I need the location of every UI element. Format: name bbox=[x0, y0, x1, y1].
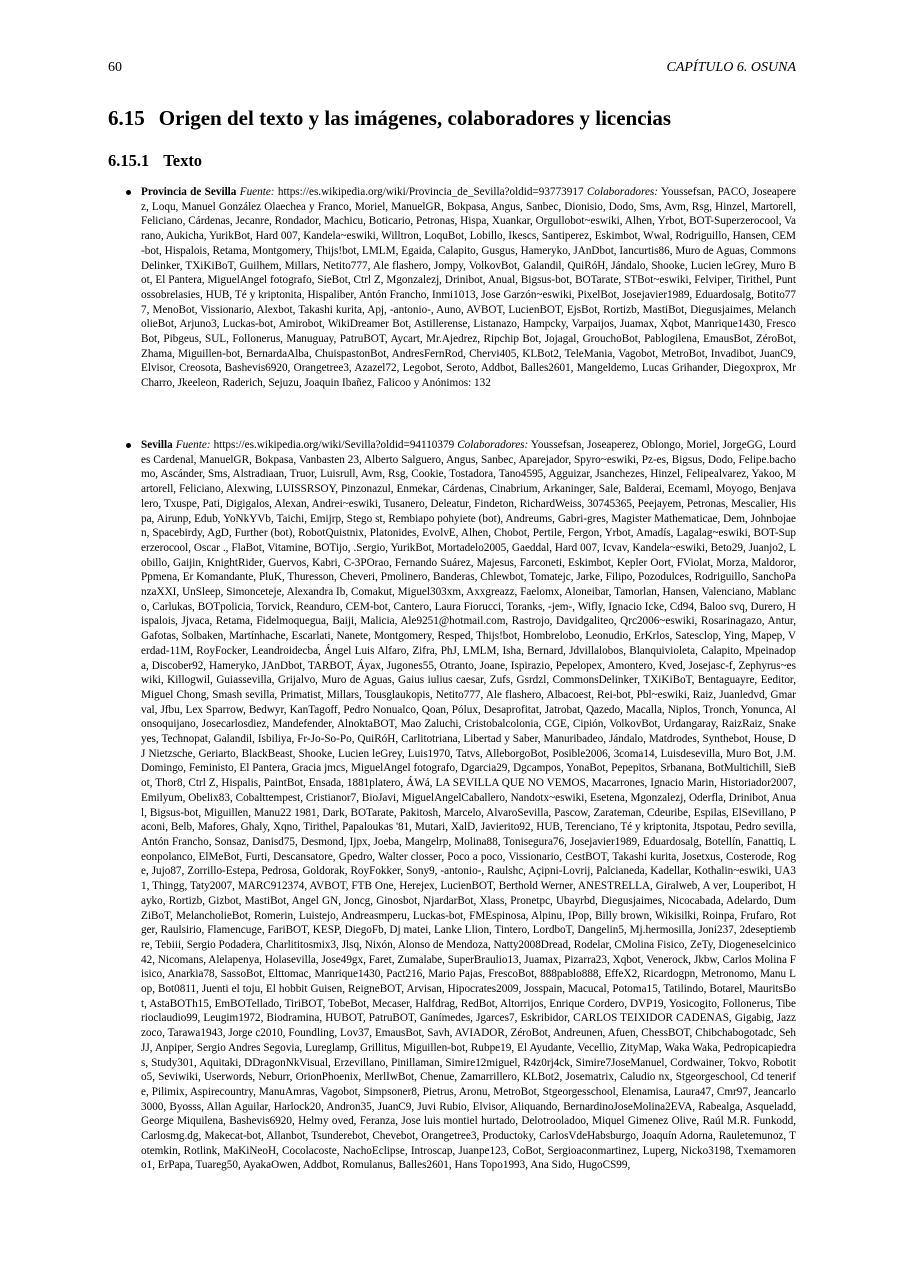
list-item bbox=[126, 438, 796, 1173]
source-label: Fuente: bbox=[175, 439, 211, 451]
page-number: 60 bbox=[108, 60, 122, 75]
chapter-heading: CAPÍTULO 6. OSUNA bbox=[666, 60, 796, 75]
contributors-label: Colaboradores: bbox=[586, 186, 658, 198]
source-label: Fuente: bbox=[239, 186, 275, 198]
entry-title: Provincia de Sevilla bbox=[141, 186, 237, 198]
source-link[interactable]: https://es.wikipedia.org/wiki/Provincia_de_Sevilla?oldid=93773917 bbox=[277, 186, 584, 198]
entry-title: Sevilla bbox=[141, 439, 173, 451]
subsection-number: 6.15.1 bbox=[108, 151, 150, 170]
running-header bbox=[108, 58, 796, 78]
section-number: 6.15 bbox=[108, 106, 145, 130]
contributors-label: Colaboradores: bbox=[457, 439, 529, 451]
section-heading bbox=[108, 104, 808, 132]
source-link[interactable]: https://es.wikipedia.org/wiki/Sevilla?oldid=94110379 bbox=[213, 439, 455, 451]
contributors-list: Youssefsan, PACO, Joseaperez, Loqu, Manuel González Olaechea y Franco, Moriel, ManuelGR, Bokpasa, Angus, Sanbec, Dionisio, Dodo, Sms, Avm, Rsg, Hinzel, Martorell, Feliciano, Cárdenas, Jecanre, Rondador, Machicu, Boticario, Petronas, Hispa, Xuankar, Orgullobot~eswiki, Alhen, Yrbot, BOT-Superzerocool, Varano, Aukicha, YurikBot, Hard 007, Kandela~eswiki, Willtron, LoquBot, Lobillo, Ikescs, Santiperez, Eskimbot, Wwal, Rodriguillo, Hansen, CEM-bot, Hispalois, Retama, Montgomery, Thijs!bot, LMLM, Egaida, Calapito, Gusgus, Hameryko, JAnDbot, Iancurtis86, Muro de Aguas, CommonsDelinker, TXiKiBoT, Guilhem, Millars, Netito777, Ale flashero, Jompy, VolkovBot, Galandil, QuiRóH, Jándalo, Shooke, Lucien leGrey, Muro Bot, El Pantera, MiguelAngel fotografo, SieBot, Ctrl Z, Mgonzalezj, Drinibot, Anual, Bigsus-bot, BOTarate, STBot~eswiki, Felviper, Tirithel, Puntossobrelasies, HUB, Té y kriptonita, Hispaliber, Antón Francho, Inmi1013, Jose Garzón~eswiki, PixelBot, Josejavier1989, Eduardosalg, Botito777, MenoBot, Vissionario, Alexbot, Takashi kurita, Apj, -antonio-, Auno, AVBOT, LucienBOT, EjsBot, Rortizb, MastiBot, Diegusjaimes, MelancholieBot, Arjuno3, Luckas-bot, Amirobot, WikiDreamer Bot, Astillerense, Listanazo, Hampcky, Varpaijos, Juamax, Xqbot, Manrique1430, FrescoBot, Pibgeus, SUL, Follonerus, Manuguay, PatruBOT, Aycart, Mr.Ajedrez, Ripchip Bot, Jojagal, GrouchoBot, Pablogilena, EmausBot, ZéroBot, Zhama, Miguillen-bot, BernardaAlba, ChuispastonBot, AndresFernRod, Chervi405, KLBot2, TeleMania, Vagobot, MetroBot, Invadibot, JuanC9, Elvisor, Creosota, Bashevis6920, Orangetree3, Azazel72, Legobot, Seroto, Addbot, Balles2601, Mangeldemo, Lucas Grihander, Diegoxprox, MrCharro, Jkeeleon, Raderich, Sejuzu, Joaquin Ibañez, Falicoo y Anónimos: 132 bbox=[141, 186, 797, 390]
entry-text bbox=[141, 438, 796, 1173]
section-title: Origen del texto y las imágenes, colaboradores y licencias bbox=[158, 106, 672, 130]
subsection-heading bbox=[108, 150, 608, 172]
bullet-icon bbox=[126, 190, 131, 195]
subsection-title: Texto bbox=[163, 151, 203, 170]
bullet-icon bbox=[126, 443, 131, 448]
contributors-list: Youssefsan, Joseaperez, Oblongo, Moriel, JorgeGG, Lourdes Cardenal, ManuelGR, Bokpasa, Vanbasten 23, Alberto Salguero, Angus, Sanbec, Aparejador, Spyro~eswiki, Pz-es, Bigsus, Dodo, Felipe.bachomo, Ascánder, Sms, Alstradiaan, Truor, Luisrull, Avm, Rsg, Cookie, Tostadora, Tano4595, Agguizar, Jsanchezes, Hinzel, Felipealvarez, Yakoo, Martorell, Feliciano, Alexwing, LUISSRSOY, Pinzonazul, Enmekar, Cárdenas, Cinabrium, Arkaninger, Sale, Balderai, Ecemaml, Moyogo, Benjavalero, Txuspe, Pati, Digigalos, Alexan, Andrei~eswiki, Tusanero, Deleatur, Findeton, RichardWeiss, 30745365, Peejayem, Petronas, Mescalier, Hispa, Airunp, Edub, YoNkYVb, Taichi, Emijrp, Stego st, Rembiapo pohyiete (bot), Andreums, Gabri-gres, Magister Mathematicae, Dem, Johnbojaen, Spacebirdy, AgD, Further (bot), RobotQuistnix, Platonides, EvolvE, Alhen, Chobot, Pertile, Fergon, Yrbot, Amadís, Lagalag~eswiki, BOT-Superzerocool, Oscar ., FlaBot, Vitamine, BOTijo, .Sergio, YurikBot, Mortadelo2005, Gaeddal, Hard 007, Icvav, Kandela~eswiki, Beto29, Juanjo2, Lobillo, Gaijin, KnightRider, Guervos, Kabri, C-3POrao, Fernando Suárez, Majesus, Farconeti, Eskimbot, Kepler Oort, FViolat, Morza, Maldoror, Ppmena, Er Komandante, PluK, Thuresson, Cheveri, Pmolinero, Banderas, Chlewbot, Tomatejc, Jarke, Filipo, Pozodulces, Rodriguillo, SanchoPanzaXXI, UnSleep, Simonceteje, Alexandra Ib, Comakut, Miguel303xm, Axxgreazz, Faelomx, Aloneibar, Tamorlan, Hansen, Valenciano, Mablanco, Carlukas, BOTpolicia, Torvick, Reanduro, CEM-bot, Cantero, Laura Fiorucci, Toranks, -jem-, Wifly, Ignacio Icke, Cd94, Baloo svq, Durero, Hispalois, Jjvaca, Retama, Fidelmoquegua, Baiji, Malicia, Ale9251@hotmail.com, Rastrojo, Davidgaliteo, Qrc2006~eswiki, Rosarinagazo, Antur, Gafotas, Solbaken, Martínhache, Escarlati, Nanete, Montgomery, Resped, Thijs!bot, Hombrelobo, Leonudio, ErKrlos, Satesclop, Ying, Mapep, Verdad-11M, RoyFocker, Leandroidecba, Ángel Luis Alfaro, Zifra, PhJ, LMLM, Isha, Bernard, Jdvillalobos, Blanquivioleta, Calapito, Mpeinadopa, Discober92, Hameryko, JAnDbot, TARBOT, Áyax, Jugones55, Otranto, Joane, Ispirazio, Pepelopex, Amontero, Kved, Josejasc-f, Zephyrus~eswiki, Killogwil, Guiassevilla, Grijalvo, Muro de Aguas, Gaius iulius caesar, Zufs, Gsrdzl, CommonsDelinker, TXiKiBoT, Bentaguayre, Eeditor, Miguel Chong, Smash sevilla, Primatist, Millars, Tousglaukopis, Netito777, Ale flashero, Albacoest, Rei-bot, Pbl~eswiki, Raiz, Juanledvd, Gmarval, Jfbu, Lex Sparrow, Bedwyr, KanTagoff, Pedro Nonualco, Qoan, Pólux, Desaprofitat, Jatrobat, Qazedo, Macalla, Niplos, Tronch, Yonunca, Alonsoquijano, Josecarlosdiez, Mandefender, AlnoktaBOT, Mao Zaluchi, Cristobalcolonia, CGE, Cipión, VolkovBot, Urdangaray, RaizRaiz, Snakeyes, Technopat, Galandil, Isbiliya, Fr-Jo-So-Po, QuiRóH, Carlitotriana, Libertad y Saber, Manuribadeo, Jándalo, Matdrodes, Synthebot, House, DJ Nietzsche, Geriarto, BlackBeast, Shooke, Lucien leGrey, Luis1970, Tatvs, AlleborgoBot, Posible2006, 3coma14, Luisdesevilla, Muro Bot, J.M.Domingo, Feministo, El Pantera, Gracia jmcs, MiguelAngel fotografo, Dgarcia29, Dgcampos, YonaBot, Pepepitos, Srbanana, BotMultichill, SieBot, Thor8, Ctrl Z, Hispalis, PaintBot, Ensada, 1881platero, ÁWá, LA SEVILLA QUE NO VEMOS, Macarrones, Ignacio Marin, Historiador2007, Emilyum, Obelix83, Cobalttempest, Cristianor7, BioJavi, MiguelAngelCaballero, Nandotx~eswiki, Esetena, Mgonzalezj, Oderfla, Drinibot, Anual, Bigsus-bot, Miguillen, Manu22 1981, Dark, BOTarate, Pakitosh, Marcelo, AlvaroSevilla, Pascow, Zarateman, Cdeuribe, Espilas, ElSevillano, Paconi, Belb, Mafores, Ghaly, Xqno, Tirithel, Papaloukas '81, Mutari, XalD, Javierito92, HUB, Terenciano, Té y kriptonita, Jtspotau, Pedro sevilla, Antón Francho, Sonsaz, Danisd75, Desmond, Ijpx, Joeba, Mangelrp, Molina88, Tonisegura76, Josejavier1989, Eduardosalg, Botellín, Fanattiq, Leonpolanco, ElMeBot, Furti, Descansatore, Gpedro, Walter closser, Poco a poco, Vissionario, CestBOT, Takashi kurita, Josetxus, Costerode, Roge, Jujo87, Zorrillo-Estepa, Pedrosa, Goldorak, RoyFokker, Sony9, -antonio-, Raulshc, Açipni-Lovrij, Palcianeda, Kadellar, Kothalin~eswiki, UA31, Thingg, Taty2007, MARC912374, AVBOT, FTB One, Herejex, LucienBOT, Berthold Werner, ANESTRELLA, Giralweb, A ver, Louperibot, Hayko, Rortizb, Gizbot, MastiBot, Angel GN, Joncg, Ginosbot, NjardarBot, Xlass, Pronetpc, Ubayrbd, Diegusjaimes, Nicocabada, Adelardo, DumZiBoT, MelancholieBot, Romerin, Luistejo, Andreasmperu, Luckas-bot, FMEspinosa, Alpinu, IPop, Billy brown, Wikisilki, Roinpa, Frufaro, Rotger, Raulsirio, Flamencuge, FariBOT, KESP, DiegoFb, Dj matei, Lanke Llion, Tintero, LordboT, Dangelin5, Mj.hermosilla, Joni237, 2deseptiembre, Tebiii, Sergio Podadera, Charlititosmix3, Jlsq, Nixón, Alonso de Mendoza, Natty2008Dread, Rodelar, CMolina Fisico, ZeTy, Diogeneselcinico42, Nicomans, Alelapenya, Holasevilla, Jose49gx, Faret, Zumalabe, SuperBraulio13, Juamax, Pizarra23, Xqbot, Venerock, Jkbw, Carlos Molina Fisico, Anarkia78, SassoBot, Elttomac, Manrique1430, Pact216, Mario Pajas, FrescoBot, 888pablo888, EffeX2, Ricardogpn, Metronomo, Manu Lop, Bot0811, Juenti el toju, El hobbit Guisen, ReigneBOT, Arvisan, Hipocrates2009, Josspain, Macucal, Potoma15, Tatilindo, Botarel, MauritsBot, AstaBOTh15, EmBOTellado, TiriBOT, TobeBot, Mecaser, Halfdrag, RedBot, Altorrijos, Enrique Cordero, DVP19, Yosicogito, Follonerus, Tiberioclaudio99, Leugim1972, Biodramina, HUBOT, PatruBOT, Ganímedes, Jgarces7, Eskribidor, CARLOS TEIXIDOR CADENAS, Gigabig, Jazz zoco, Tarawa1943, Jorge c2010, Foundling, Lov37, EmausBot, Savh, AVIADOR, ZéroBot, Andreunen, Afuen, ChessBOT, Chibchabogotadc, Seh JJ, Anpiper, Sergio Andres Segovia, Lureglamp, Grillitus, Miguillen-bot, Rubpe19, El Ayudante, Vecellio, ZityMap, Waka Waka, Pedropicapiedras, Study301, Aquitaki, DDragonNkVisual, Erzevillano, Pinillaman, Simire12miguel, R4z0rj4ck, Simire7JoseManuel, Cordwainer, Tokvo, Robotito5, Seviwiki, Userwords, Neburr, OrionPhoenix, MerlIwBot, Chenue, Zamarrillero, KLBot2, Josematrix, Caludio nx, Stgeorgeschool, Cd tenerife, Pilimix, Aspirecountry, ManuAmras, Vagobot, Simpsoner8, Pietrus, Aronu, MetroBot, Stgeorgesschool, Elenamisa, Laura47, Cmr97, Jeancarlo3000, Byosss, Allan Aguilar, Harlock20, Andron35, JuanC9, Juvi Rubio, Elvisor, Aliquando, BernardinoJoseMolina2EVA, Rabealga, Asqueladd, George Miquilena, Bashevis6920, Helmy oved, Feranza, Jose luis montiel hurtado, Delotrooladoo, Miquel Gimenez Olive, Raúl M.R. Funkodd, Carlosmg.dg, Makecat-bot, Allanbot, Tsunderebot, Chevebot, Orangetree3, Productoky, CarlosVdeHabsburgo, Joaquín Adorna, Rauletemunoz, Totemkin, Rotlink, MaKiNeoH, Cocolacoste, NachoEclipse, Introscap, Juanpe123, CoBot, Sergioaconmartinez, Luperg, Nicko3198, Txemamoreno1, ErPapa, Tuareg50, AyakaOwen, Addbot, Romulanus, Balles2601, Hans Topo1993, Ana Sido, HugoCS99, bbox=[141, 439, 797, 1172]
entry-text bbox=[141, 185, 796, 391]
list-item bbox=[126, 185, 796, 391]
